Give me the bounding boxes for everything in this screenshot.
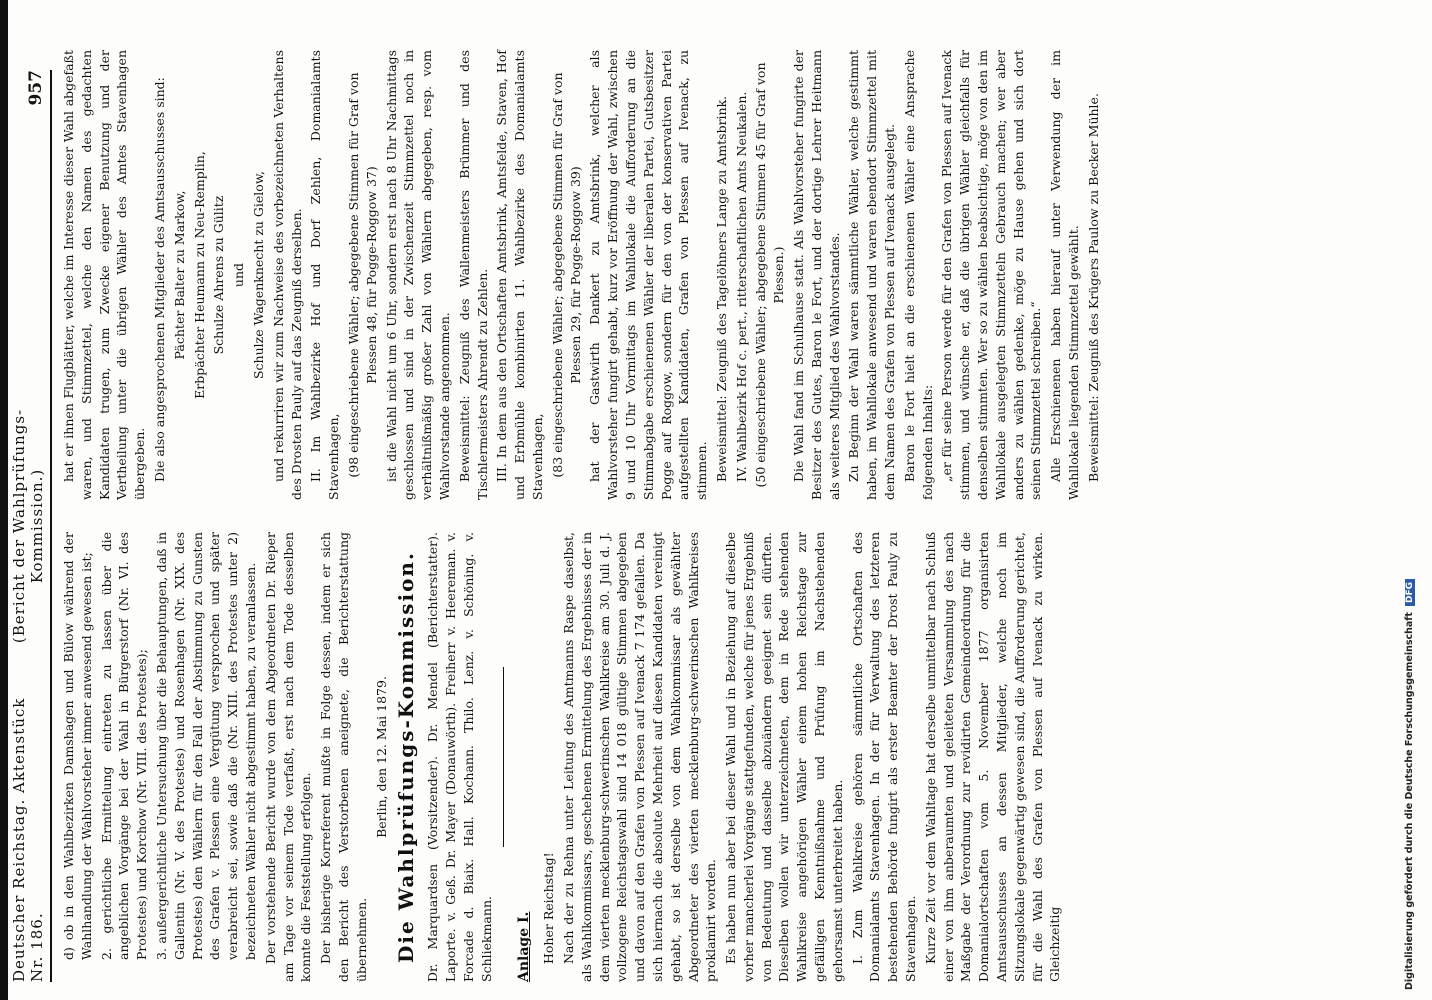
salutation: Hoher Reichstag! [541, 852, 557, 964]
dfg-logo: DFG [1405, 579, 1415, 606]
list-item: 2. gerichtliche Ermittelung eintreten zu lassen über die angeblichen Vorgänge bei der Wahl in Bürgerstorf (Nr. VI. des Protestes) und Korchow (Nr. VIII. des Protestes); [98, 532, 150, 960]
page-number: 957 [26, 70, 46, 106]
list-item: d) ob in den Wahlbezirken Damshagen und Bülow während der Wahlhandlung der Wahlvorsteher immer anwesend gewesen ist; [61, 532, 94, 960]
right-column [60, 50, 1105, 500]
dateline: Berlin, den 12. Mai 1879. [373, 676, 389, 838]
header-left: Deutscher Reichstag. Aktenstück Nr. 186. [10, 697, 46, 982]
paragraph: IV. Wahlbezirk Hof c. pert., ritterschaftlichen Amts Neukalen. [733, 91, 749, 482]
paragraph: (83 eingeschriebene Wähler; abgegebene Stimmen für Graf von Plessen 29, für Pogge-Roggow 39) [549, 72, 583, 478]
paragraph: hat der Gastwirth Dankert zu Amtsbrink, welcher als Wahlvorsteher fungirt gehabt, kurz vor Eröffnung der Wahl, zwischen 9 und 10 Uhr Vormittags im Wahllokale die Aufforderung an die Stimmabgabe erschienenen Wähler der liberalen Partei, Gutsbesitzer Pogge auf Roggow, sondern für den von der konservativen Partei aufgestellten Kandidaten, Grafen von Plessen auf Ivenack, zu stimmen. [587, 50, 710, 500]
stamp-text: Digitalisierung gefördert durch die Deutsche Forschungsgemeinschaft [1404, 612, 1415, 990]
paragraph: Die also angesprochenen Mitglieder des Amtsausschusses sind: [151, 77, 167, 482]
commission-members: Dr. Marquardsen (Vorsitzender). Dr. Mendel (Berichterstatter). Laporte. v. Geß. Dr. Mayer (Donauwörth). Freiherr v. Heereman. v. Forcade d. Biaix. Hall. Kochann. Thilo. Lenz. v. Schöning. v. Schliekmann. [425, 532, 494, 982]
list-item: 3. außergerichtliche Untersuchung über die Behauptungen, daß in Gallentin (Nr. V. des Protestes) und Rosenhagen (Nr. XIX. des Protestes) den Wählern für den Fall der Abstimmung zu Gunsten des Grafen v. Plessen eine Vergütung versprochen und später verabreicht sei, sowie daß die (Nr. XIII. des Protestes unter 2) bezeichneten Wähler nicht abgestimmt haben, zu veranlassen. [153, 532, 258, 960]
paragraph: Der vorstehende Bericht wurde von dem Abgeordneten Dr. Rieper am Tage vor seinem Tode verfaßt, erst nach dem Tode desselben konnte die Feststellung erfolgen. [262, 532, 314, 982]
name-line: und [231, 262, 247, 288]
paragraph: Alle Erschienenen haben hierauf unter Verwendung der im Wahllokale liegenden Stimmzettel gewählt. [1048, 50, 1082, 500]
digitization-stamp [1404, 10, 1428, 990]
divider [503, 667, 504, 847]
paragraph: Nach der zu Rehna unter Leitung des Amtmanns Raspe daselbst, als Wahlkommissars, geschehenen Ermittelung des Ergebnisses der in dem vierten mecklenburg-schwerinschen Wahlkreise am 30. Juli d. J. vollzogene Reichstagswahl sind 14 018 gültige Stimmen abgegeben und davon auf den Grafen von Plessen auf Ivenack 7 174 gefallen. Da sich hiernach die absolute Mehrheit auf diesen Kandidaten vereinigt gehabt, so ist derselbe von dem Wahlkommissar als gewählter Abgeordneter des vierten mecklenburg-schwerinschen Wahlkreises proklamirt worden. [560, 532, 719, 982]
paragraph: und rekurriren wir zum Nachweise des vorbezeichneten Verhaltens des Drosten Pauly auf das Zeugniß derselben. [270, 50, 304, 500]
name-line: Pächter Balter zu Markow, [171, 190, 187, 360]
paragraph: Es haben nun aber bei dieser Wahl und in Beziehung auf dieselbe vorher mancherlei Vorgänge stattgefunden, welche für jenes Ergebniß von Bedeutung und dasselbe abzuändern geeignet sein dürften. Dieselben wollen wir unterzeichneten, dem in Rede stehenden Wahlkreise angehörigen Wähler einem hohen Reichstage zur gefälligen Kenntnißnahme und Prüfung im Nachstehenden gehorsamst unterbreitet haben. [723, 532, 845, 982]
paragraph: hat er ihnen Flugblätter, welche im Interesse dieser Wahl abgefaßt waren, und Stimmzettel, welche den Namen des gedachten Kandidaten trugen, zum Zwecke eigener Benutzung und der Vertheilung unter die übrigen Wähler des Amtes Stavenhagen übergeben. [61, 50, 148, 500]
paragraph: (98 eingeschriebene Wähler; abgegebene Stimmen für Graf von Plessen 48, für Pogge-Roggow 37) [345, 72, 379, 478]
quote: „er für seine Person werde für den Grafen von Plessen auf Ivenack stimmen, und wünsche er, daß die übrigen Wähler gleichfalls für denselben stimmten. Wer so zu wählen beabsichtige, möge von den im Wahllokale ausgelegten Stimmzetteln Gebrauch machen; wer aber anders zu wählen gedenke, möge zu Hause gehen und sich dort seinen Stimmzettel schreiben.“ [939, 50, 1044, 500]
left-column [60, 532, 1066, 982]
paragraph: I. Zum Wahlkreise gehören sämmtliche Ortschaften des Domanialamts Stavenhagen. In der für Verwaltung des letzteren bestehenden Behörde fungirt als erster Beamter der Drost Pauly zu Stavenhagen. [849, 532, 919, 982]
header-middle: (Bericht der Wahlprüfungs-Kommission.) [10, 408, 46, 644]
recommendation-list [60, 532, 260, 982]
paragraph: (50 eingeschriebene Wähler; abgegebene Stimmen 45 für Graf von Plessen.) [753, 62, 787, 488]
paragraph: Die Wahl fand im Schulhause statt. Als Wahlvorsteher fungirte der Besitzer des Gutes, Baron le Fort, und der dortige Lehrer Heitmann als weiteres Mitglied des Wahlvorstandes. [791, 50, 842, 500]
name-line: Erbpächter Heumann zu Neu-Remplin, [191, 151, 207, 399]
paragraph: III. In dem aus den Ortschaften Amtsbrink, Amtsfelde, Staven, Hof und Erbmühle kombinirten 11. Wahlbezirke des Domanialamts Stavenhagen, [494, 50, 545, 500]
paragraph: II. Im Wahlbezirke Hof und Dorf Zehlen, Domanialamts Stavenhagen, [308, 50, 342, 500]
name-line: Schulze Ahrens zu Gülitz [211, 195, 227, 355]
paragraph: Baron le Fort hielt an die erschienenen Wähler eine Ansprache folgenden Inhalts: [901, 50, 935, 500]
paragraph: ist die Wahl nicht um 6 Uhr, sondern erst nach 8 Uhr Nachmittags geschlossen und sind in der Zwischenzeit Stimmzettel noch in verhältnißmäßig großer Zahl von Wählern abgegeben, resp. vom Wahlvorstande angenommen. [383, 50, 452, 500]
page-header [10, 70, 52, 982]
paragraph: Zu Beginn der Wahl waren sämmtliche Wähler, welche gestimmt haben, im Wahllokale anwesend und waren ebendort Stimmzettel mit dem Namen des Grafen von Plessen auf Ivenack ausgelegt. [846, 50, 898, 500]
anlage-label: Anlage I. [516, 911, 533, 982]
paragraph: Kurze Zeit vor dem Wahltage hat derselbe unmittelbar nach Schluß einer von ihm anberaumten und geleiteten Versammlung des nach Maßgabe der Verordnung zur revidirten Gemeindeordnung für die Domanialortschaften vom 5. November 1877 organisirten Amtsausschusses an dessen Mitglieder, welche noch im Sitzungslokale gegenwärtig gewesen sind, die Aufforderung gerichtet, für die Wahl des Grafen von Plessen auf Ivenack zu wirken. Gleichzeitig [922, 532, 1063, 982]
commission-title: Die Wahlprüfungs-Kommission. [394, 551, 419, 963]
paragraph: Beweismittel: Zeugniß des Tagelöhners Lange zu Amtsbrink. [713, 95, 729, 482]
paragraph: Der bisherige Korreferent mußte in Folge dessen, indem er sich den Bericht des Verstorbenen aneignete, die Berichterstattung übernehmen. [318, 532, 369, 982]
name-line: Schulze Wagenknecht zu Gielow, [250, 170, 266, 380]
paragraph: Beweismittel: Zeugniß des Wallenmeisters Brümmer und des Tischlermeisters Ahrendt zu Zehlen. [456, 50, 490, 500]
paragraph: Beweismittel: Zeugniß des Krügers Paulow zu Becker Mühle. [1085, 93, 1101, 482]
